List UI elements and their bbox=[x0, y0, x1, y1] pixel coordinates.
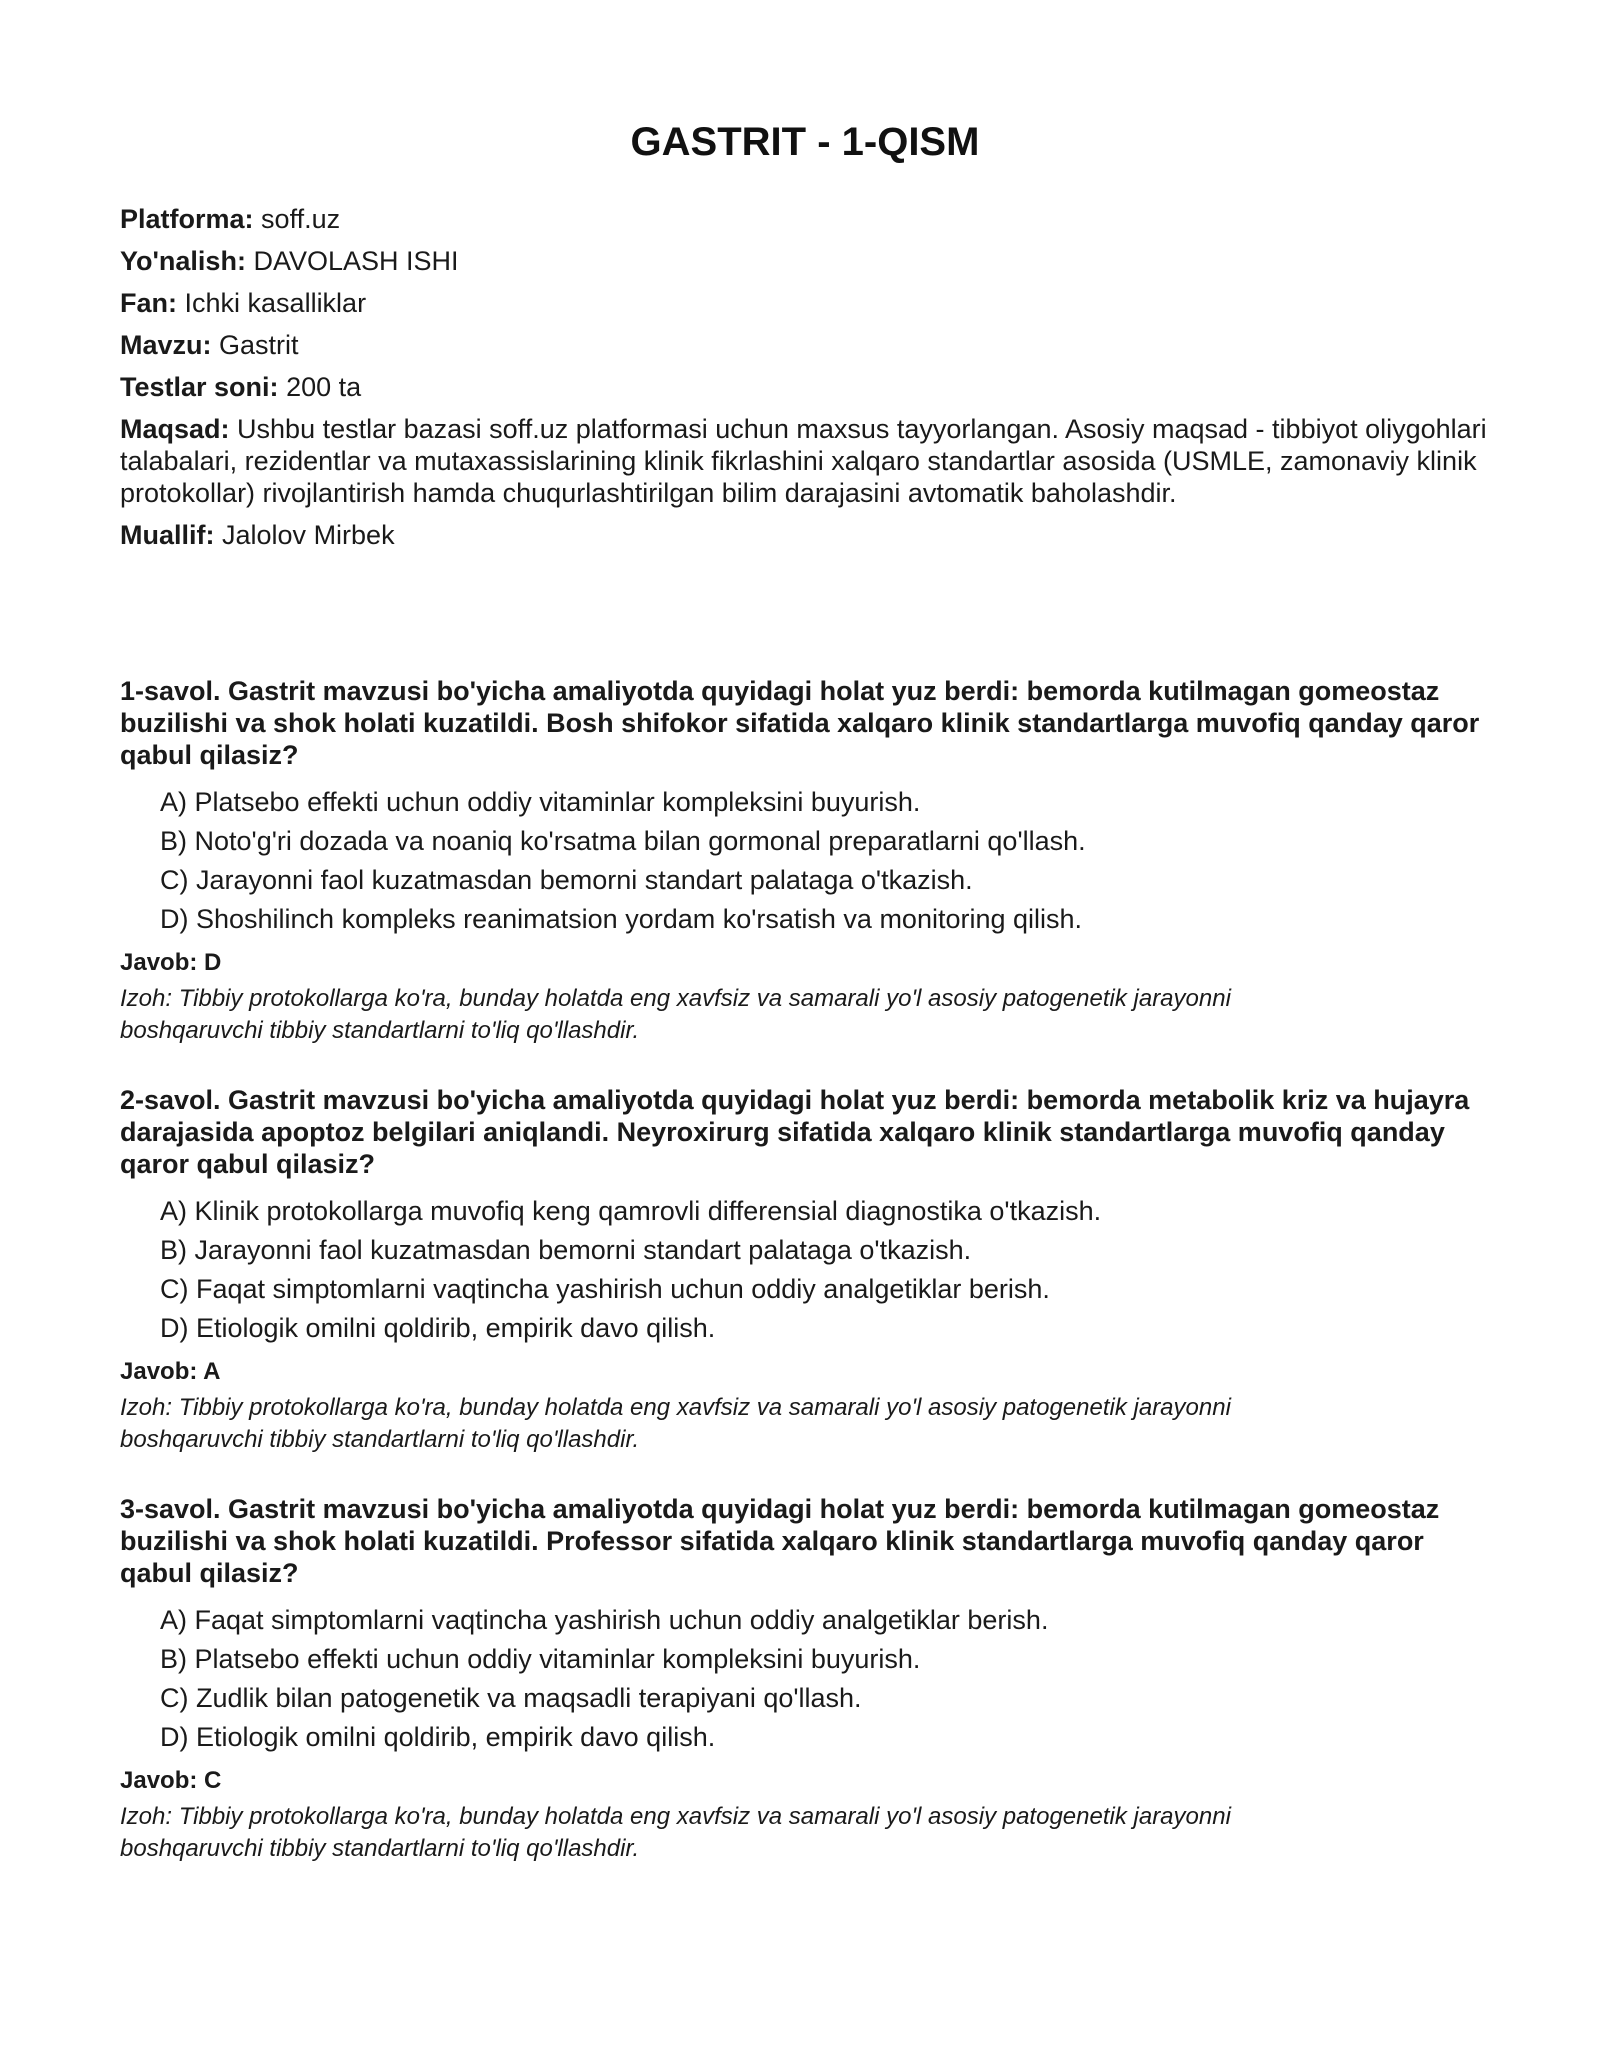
option-c: C) Faqat simptomlarni vaqtincha yashirish uchun oddiy analgetiklar berish. bbox=[160, 1274, 1050, 1304]
document-title: GASTRIT - 1-QISM bbox=[630, 120, 980, 164]
meta-author-label: Muallif: bbox=[120, 520, 215, 550]
meta-subject-label: Fan: bbox=[120, 288, 177, 318]
meta-topic bbox=[120, 329, 1490, 361]
answer-label: Javob: A bbox=[120, 1358, 221, 1385]
question-item bbox=[120, 1084, 1490, 1493]
question-text: 1-savol. Gastrit mavzusi bo'yicha amaliyotda quyidagi holat yuz berdi: bemorda kutilmagan gomeostaz buzilishi va shok holati kuzatildi. Bosh shifokor sifatida xalqaro klinik standartlarga muvofiq qanday qaror qabul qilasiz? bbox=[120, 676, 1480, 770]
metadata-block bbox=[120, 203, 1490, 561]
option-c: C) Zudlik bilan patogenetik va maqsadli terapiyani qo'llash. bbox=[160, 1683, 862, 1713]
option-b: B) Noto'g'ri dozada va noaniq ko'rsatma bilan gormonal preparatlarni qo'llash. bbox=[160, 826, 1086, 856]
meta-platform-label: Platforma: bbox=[120, 204, 254, 234]
explanation-note: Izoh: Tibbiy protokollarga ko'ra, bunday holatda eng xavfsiz va samarali yo'l asosiy patogenetik jarayonni boshqaruvchi tibbiy standartlarni to'liq qo'llashdir. bbox=[120, 1803, 1231, 1862]
option-d: D) Etiologik omilni qoldirib, empirik davo qilish. bbox=[160, 1722, 716, 1752]
meta-direction-value: DAVOLASH ISHI bbox=[253, 246, 459, 276]
explanation-note: Izoh: Tibbiy protokollarga ko'ra, bunday holatda eng xavfsiz va samarali yo'l asosiy patogenetik jarayonni boshqaruvchi tibbiy standartlarni to'liq qo'llashdir. bbox=[120, 985, 1231, 1044]
meta-platform-value: soff.uz bbox=[261, 204, 341, 234]
meta-topic-value: Gastrit bbox=[219, 330, 299, 360]
question-item bbox=[120, 1493, 1490, 1902]
question-text: 2-savol. Gastrit mavzusi bo'yicha amaliyotda quyidagi holat yuz berdi: bemorda metabolik kriz va hujayra darajasida apoptoz belgilari aniqlandi. Neyroxirurg sifatida xalqaro klinik standartlarga muvofiq qanday qaror qabul qilasiz? bbox=[120, 1085, 1470, 1179]
meta-author-value: Jalolov Mirbek bbox=[222, 520, 395, 550]
option-list bbox=[160, 783, 1490, 939]
meta-count bbox=[120, 371, 1490, 403]
meta-topic-label: Mavzu: bbox=[120, 330, 212, 360]
option-d: D) Etiologik omilni qoldirib, empirik davo qilish. bbox=[160, 1313, 716, 1343]
option-a: A) Klinik protokollarga muvofiq keng qamrovli differensial diagnostika o'tkazish. bbox=[160, 1196, 1102, 1226]
answer-label: Javob: D bbox=[120, 949, 222, 976]
meta-author bbox=[120, 519, 1490, 551]
answer-label: Javob: C bbox=[120, 1767, 222, 1794]
option-a: A) Platsebo effekti uchun oddiy vitaminlar kompleksini buyurish. bbox=[160, 787, 921, 817]
question-text: 3-savol. Gastrit mavzusi bo'yicha amaliyotda quyidagi holat yuz berdi: bemorda kutilmagan gomeostaz buzilishi va shok holati kuzatildi. Professor sifatida xalqaro klinik standartlarga muvofiq qanday qaror qabul qilasiz? bbox=[120, 1494, 1440, 1588]
meta-direction-label: Yo'nalish: bbox=[120, 246, 246, 276]
meta-count-value: 200 ta bbox=[286, 372, 362, 402]
meta-purpose-label: Maqsad: bbox=[120, 414, 230, 444]
meta-subject-value: Ichki kasalliklar bbox=[184, 288, 367, 318]
question-item bbox=[120, 675, 1490, 1084]
option-a: A) Faqat simptomlarni vaqtincha yashirish uchun oddiy analgetiklar berish. bbox=[160, 1605, 1049, 1635]
meta-subject bbox=[120, 287, 1490, 319]
meta-purpose-value: Ushbu testlar bazasi soff.uz platformasi uchun maxsus tayyorlangan. Asosiy maqsad - tibbiyot oliygohlari talabalari, rezidentlar va mutaxassislarining klinik fikrlashini xalqaro standartlar asosida (USMLE, zamonaviy klinik protokollar) rivojlantirish hamda chuqurlashtirilgan bilim darajasini avtomatik baholashdir. bbox=[120, 414, 1487, 508]
meta-platform bbox=[120, 203, 1490, 235]
option-list bbox=[160, 1601, 1490, 1757]
meta-direction bbox=[120, 245, 1490, 277]
meta-count-label: Testlar soni: bbox=[120, 372, 279, 402]
meta-purpose bbox=[120, 413, 1490, 509]
explanation-note: Izoh: Tibbiy protokollarga ko'ra, bunday holatda eng xavfsiz va samarali yo'l asosiy patogenetik jarayonni boshqaruvchi tibbiy standartlarni to'liq qo'llashdir. bbox=[120, 1394, 1231, 1453]
option-c: C) Jarayonni faol kuzatmasdan bemorni standart palataga o'tkazish. bbox=[160, 865, 973, 895]
option-d: D) Shoshilinch kompleks reanimatsion yordam ko'rsatish va monitoring qilish. bbox=[160, 904, 1083, 934]
option-list bbox=[160, 1192, 1490, 1348]
option-b: B) Platsebo effekti uchun oddiy vitaminlar kompleksini buyurish. bbox=[160, 1644, 921, 1674]
question-list bbox=[120, 675, 1490, 1902]
option-b: B) Jarayonni faol kuzatmasdan bemorni standart palataga o'tkazish. bbox=[160, 1235, 972, 1265]
